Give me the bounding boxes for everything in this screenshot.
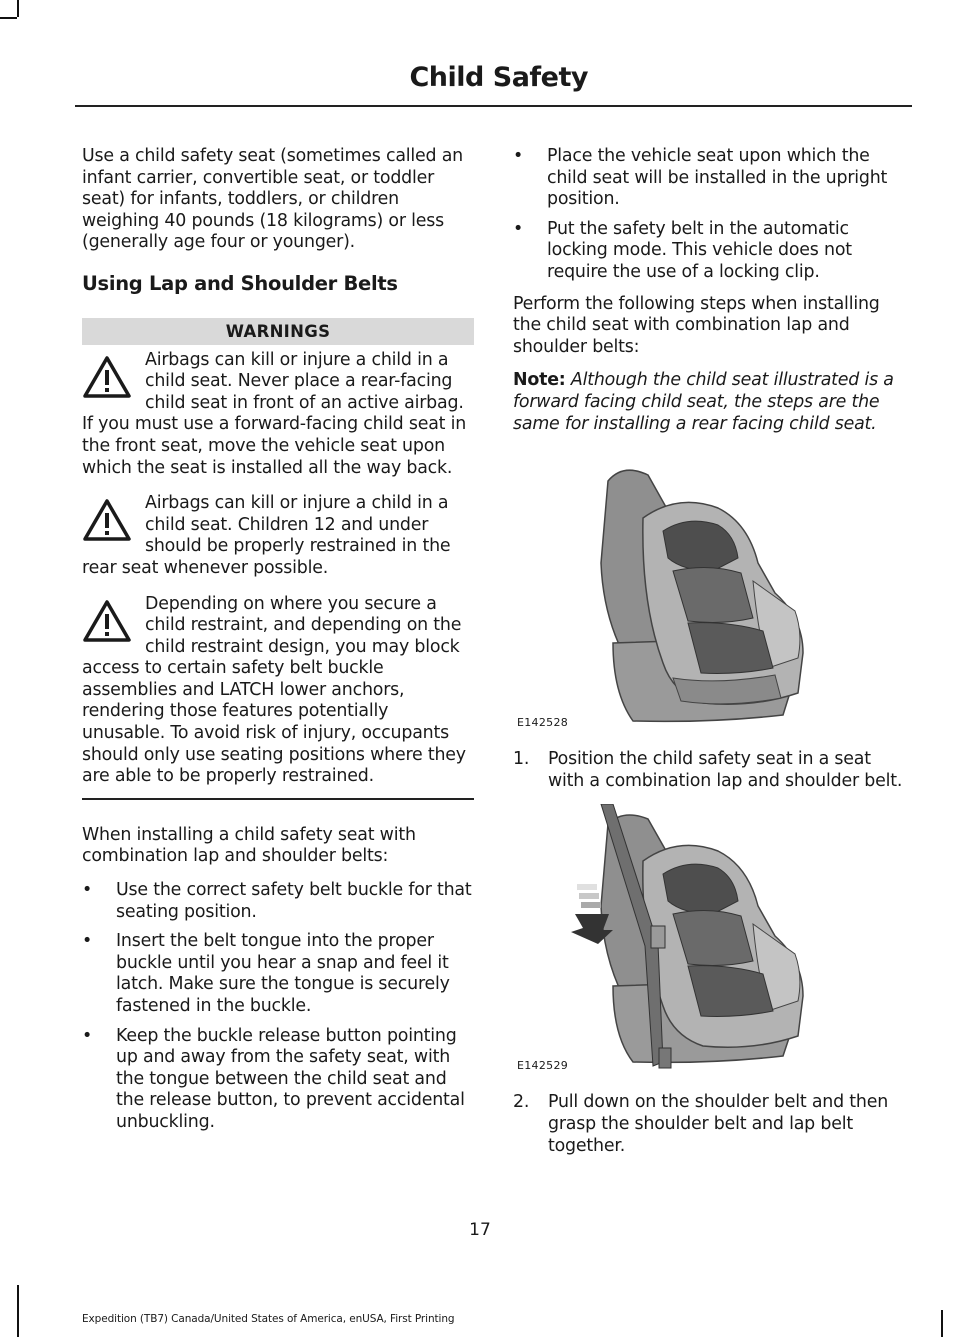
figure-code: E142529: [517, 1058, 569, 1072]
step-list-1: [513, 749, 907, 792]
note-text: Although the child seat illustrated is a forward facing child seat, the steps are the same for installing a rear facing child seat.: [513, 370, 894, 434]
section-heading: Using Lap and Shoulder Belts: [82, 271, 398, 295]
page-header-title: Child Safety: [409, 62, 588, 93]
step-item: [513, 1092, 907, 1157]
crop-mark-top-left-v: [17, 0, 19, 17]
crop-mark-top-left-h: [0, 17, 17, 19]
list-item-text: Keep the buckle release button pointing up and away from the safety seat, with the tongue between the child seat and the release button, to prevent accidental unbuckling.: [116, 1025, 465, 1132]
list-item: [513, 219, 907, 284]
install-intro: When installing a child safety seat with combination lap and shoulder belts:: [82, 824, 416, 867]
warning-triangle-icon: [82, 498, 132, 542]
header-rule: [75, 105, 912, 107]
list-item-text: Put the safety belt in the automatic locking mode. This vehicle does not require the use of a locking clip.: [547, 218, 852, 282]
install-bullet-list: [82, 880, 474, 1134]
list-item-text: Insert the belt tongue into the proper buckle until you hear a snap and feel it latch. Make sure the tongue is securely fastened in the buckle.: [116, 931, 450, 1016]
step-text: Position the child safety seat in a seat with a combination lap and shoulder belt.: [548, 749, 903, 791]
child-seat-illustration: [513, 453, 907, 735]
warnings-title: WARNINGS: [82, 318, 474, 345]
crop-mark-bottom-right-v: [941, 1310, 943, 1337]
seat-bullet-list: [513, 146, 907, 284]
warning-text: Airbags can kill or injure a child in a child seat. Never place a rear-facing child seat in front of an active airbag. If you must use a forward-facing child seat in the front seat, move the vehicle seat upon which the seat is installed all the way back.: [82, 349, 467, 478]
step-number: 2.: [513, 1092, 530, 1113]
bullet-glyph: •: [513, 146, 524, 166]
warning-item: [82, 493, 474, 579]
step-text: Pull down on the shoulder belt and then grasp the shoulder belt and lap belt together.: [548, 1092, 889, 1156]
warnings-box: [82, 318, 474, 800]
child-seat-figure-1: [513, 453, 907, 735]
list-item: [513, 146, 907, 211]
list-item: [82, 880, 474, 923]
note: [513, 370, 907, 435]
step-item: [513, 749, 907, 792]
child-seat-figure-2: [513, 804, 907, 1078]
figure-code: E142528: [517, 715, 569, 729]
note-label: Note:: [513, 370, 566, 391]
bullet-glyph: •: [82, 1025, 93, 1046]
warning-text: Airbags can kill or injure a child in a child seat. Children 12 and under should be properly restrained in the rear seat whenever possible.: [82, 493, 451, 578]
warning-triangle-icon: [82, 355, 132, 399]
left-column: [82, 146, 474, 1146]
crop-mark-bottom-left-v: [17, 1285, 19, 1337]
warning-triangle-icon: [82, 599, 132, 643]
list-item: [82, 1026, 474, 1134]
bullet-glyph: •: [82, 880, 93, 901]
list-item-text: Place the vehicle seat upon which the child seat will be installed in the upright position.: [547, 146, 888, 210]
child-seat-illustration: [513, 804, 907, 1078]
page-footer: Expedition (TB7) Canada/United States of America, enUSA, First Printing: [82, 1313, 455, 1325]
right-column: [513, 146, 907, 1169]
warning-item: [82, 594, 474, 788]
intro-paragraph: Use a child safety seat (sometimes called an infant carrier, convertible seat, or toddler seat) for infants, toddlers, or children weighing 40 pounds (18 kilograms) or less (generally age four or younger).: [82, 146, 463, 253]
steps-intro: Perform the following steps when installing the child seat with combination lap and shoulder belts:: [513, 293, 880, 357]
warning-item: [82, 350, 474, 480]
warning-text: Depending on where you secure a child restraint, and depending on the child restraint design, you may block access to certain safety belt buckle assemblies and LATCH lower anchors, rendering those features potentially unusable. To avoid risk of injury, occupants should only use seating positions where they are able to be properly restrained.: [82, 593, 466, 787]
step-number: 1.: [513, 749, 530, 770]
step-list-2: [513, 1092, 907, 1157]
page-number: 17: [469, 1220, 491, 1240]
bullet-glyph: •: [513, 218, 524, 239]
list-item-text: Use the correct safety belt buckle for that seating position.: [116, 880, 472, 922]
list-item: [82, 931, 474, 1017]
bullet-glyph: •: [82, 931, 93, 952]
